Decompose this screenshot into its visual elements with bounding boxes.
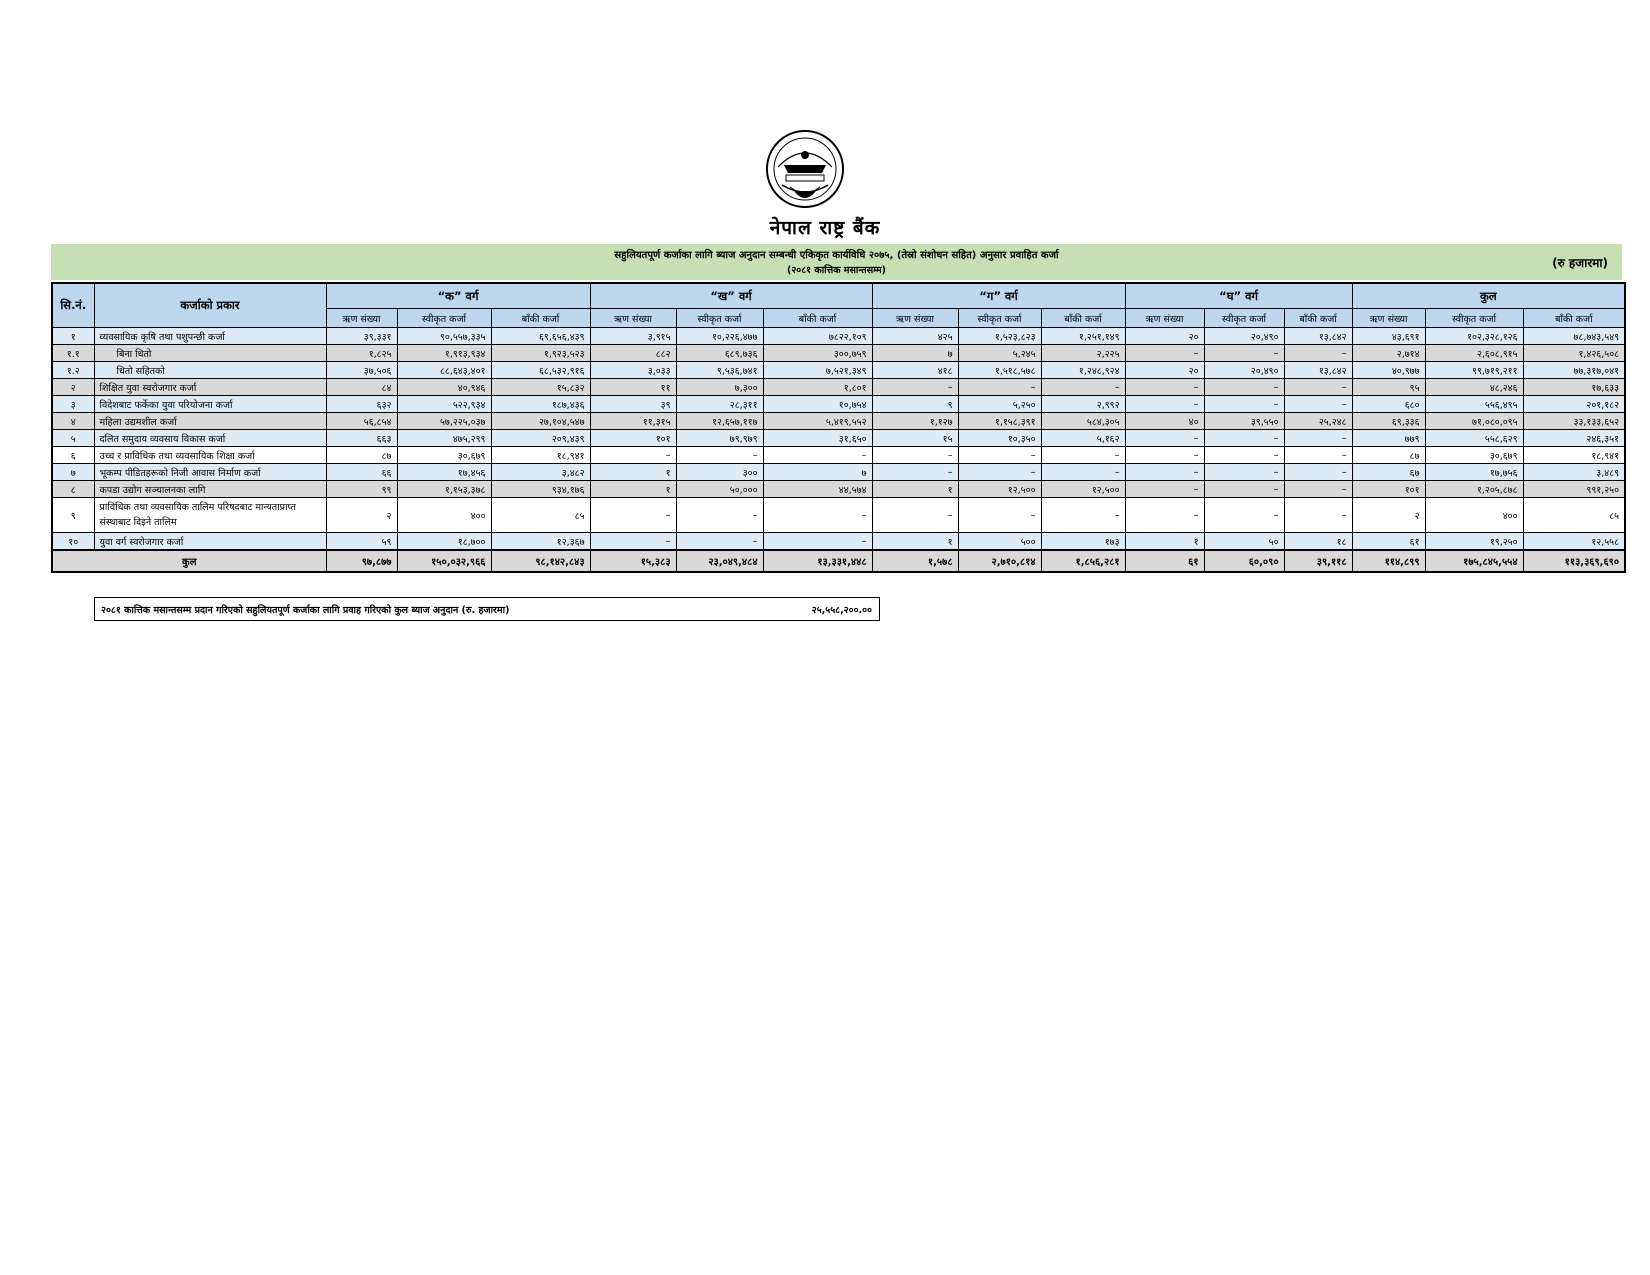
row-sn: १० xyxy=(52,533,94,551)
cell-value: – xyxy=(676,498,763,533)
cell-value: ३९ xyxy=(590,396,676,413)
cell-value: १०२,३२८,१२६ xyxy=(1425,328,1523,345)
cell-value: १,२५१,१४९ xyxy=(1041,328,1125,345)
cell-value: ५०० xyxy=(958,533,1041,551)
sub-header: बाँकी कर्जा xyxy=(1523,309,1625,328)
cell-value: – xyxy=(676,533,763,551)
cell-value: ७८,७४३,५४९ xyxy=(1523,328,1625,345)
cell-value: १,२०५,८७८ xyxy=(1425,481,1523,498)
cell-value: ५७,२२५,०३७ xyxy=(397,413,491,430)
total-value: १५,३८३ xyxy=(590,550,676,572)
table-row xyxy=(52,498,1625,533)
row-sn: ९ xyxy=(52,498,94,533)
cell-value: ४०,९७७ xyxy=(1352,362,1425,379)
cell-value: – xyxy=(1284,379,1352,396)
row-sn: ७ xyxy=(52,464,94,481)
cell-value: – xyxy=(1125,379,1204,396)
cell-value: ७ xyxy=(872,345,958,362)
cell-value: – xyxy=(590,533,676,551)
cell-value: ३९,५५० xyxy=(1204,413,1284,430)
unit-label: (रु हजारमा) xyxy=(1552,256,1608,270)
nrb-logo xyxy=(764,127,846,211)
cell-value: ११,३१५ xyxy=(590,413,676,430)
cell-value: १२,५५८ xyxy=(1523,533,1625,551)
table-row xyxy=(52,362,1625,379)
total-value: ११४,८९९ xyxy=(1352,550,1425,572)
cell-value: ८४ xyxy=(326,379,397,396)
sub-header: स्वीकृत कर्जा xyxy=(676,309,763,328)
cell-value: ४०० xyxy=(1425,498,1523,533)
cell-value: ४८,२४६ xyxy=(1425,379,1523,396)
cell-value: ९ xyxy=(872,396,958,413)
cell-value: – xyxy=(1041,498,1125,533)
table-row xyxy=(52,430,1625,447)
cell-value: – xyxy=(1125,498,1204,533)
sub-header: बाँकी कर्जा xyxy=(1041,309,1125,328)
table-row xyxy=(52,328,1625,345)
cell-value: ८५ xyxy=(491,498,590,533)
cell-value: १,९१३,९३४ xyxy=(397,345,491,362)
cell-value: ६६३ xyxy=(326,430,397,447)
total-value: ११३,३६९,६९० xyxy=(1523,550,1625,572)
cell-value: २५,२४८ xyxy=(1284,413,1352,430)
sub-header: ऋण संख्या xyxy=(326,309,397,328)
cell-value: – xyxy=(1204,447,1284,464)
cell-value: ८८,६४३,४०१ xyxy=(397,362,491,379)
cell-value: – xyxy=(958,447,1041,464)
row-sn: १.२ xyxy=(52,362,94,379)
cell-value: १३,८४२ xyxy=(1284,328,1352,345)
report-title: सहुलियतपूर्ण कर्जाका लागि ब्याज अनुदान सम्बन्धी एकिकृत कार्यविधि २०७५, (तेस्रो संशोधन सहित) अनुसार प्रवाहित कर्जा xyxy=(614,250,1059,261)
cell-value: १ xyxy=(590,464,676,481)
cell-value: ३०० xyxy=(676,464,763,481)
cell-value: ९५ xyxy=(1352,379,1425,396)
cell-value: ७७,३१७,०४१ xyxy=(1523,362,1625,379)
group-header: “क” वर्ग xyxy=(326,283,590,309)
cell-value: ६६ xyxy=(326,464,397,481)
total-label: कुल xyxy=(52,550,326,572)
cell-value: १,४२६,५०८ xyxy=(1523,345,1625,362)
cell-value: – xyxy=(1125,345,1204,362)
cell-value: ७१,०८०,०९५ xyxy=(1425,413,1523,430)
cell-value: ४०,९४६ xyxy=(397,379,491,396)
cell-value: ३३,१३३,६५२ xyxy=(1523,413,1625,430)
total-value: १,५७८ xyxy=(872,550,958,572)
cell-value: १०,३५० xyxy=(958,430,1041,447)
cell-value: – xyxy=(1125,481,1204,498)
cell-value: ६८,५३२,९१६ xyxy=(491,362,590,379)
cell-value: – xyxy=(763,498,872,533)
loan-table xyxy=(51,282,1626,573)
cell-value: १७,७५६ xyxy=(1425,464,1523,481)
cell-value: – xyxy=(1284,481,1352,498)
cell-value: – xyxy=(590,498,676,533)
cell-value: १८ xyxy=(1284,533,1352,551)
total-value: ९८,१४२,८४३ xyxy=(491,550,590,572)
cell-value: – xyxy=(1284,430,1352,447)
cell-value: २०९,४३९ xyxy=(491,430,590,447)
table-row xyxy=(52,464,1625,481)
cell-value: ५५६,४९५ xyxy=(1425,396,1523,413)
cell-value: ३,४८२ xyxy=(491,464,590,481)
table-row xyxy=(52,379,1625,396)
cell-value: ९३४,१७६ xyxy=(491,481,590,498)
cell-value: – xyxy=(872,498,958,533)
summary-label: २०८१ कात्तिक मसान्तसम्म प्रदान गरिएको सहुलियतपूर्ण कर्जाका लागि प्रवाह गरिएको कुल ब्याज अनुदान (रु. हजारमा) xyxy=(101,605,510,616)
cell-value: ६९,६५६,४३९ xyxy=(491,328,590,345)
cell-value: ९९,७१९,२११ xyxy=(1425,362,1523,379)
loan-type-header: कर्जाको प्रकार xyxy=(94,283,326,328)
cell-value: १९,२५० xyxy=(1425,533,1523,551)
cell-value: ६८९,७३६ xyxy=(676,345,763,362)
cell-value: ५५८,६२९ xyxy=(1425,430,1523,447)
cell-value: – xyxy=(1125,447,1204,464)
cell-value: ६१ xyxy=(1352,533,1425,551)
table-row xyxy=(52,345,1625,362)
row-loan-type: युवा वर्ग स्वरोजगार कर्जा xyxy=(94,533,326,551)
cell-value: ४३,६९१ xyxy=(1352,328,1425,345)
cell-value: १५ xyxy=(872,430,958,447)
row-loan-type: भूकम्प पीडितहरूको निजी आवास निर्माण कर्जा xyxy=(94,464,326,481)
cell-value: – xyxy=(958,464,1041,481)
cell-value: १७,६३३ xyxy=(1523,379,1625,396)
cell-value: ५,४१९,५५२ xyxy=(763,413,872,430)
cell-value: – xyxy=(1284,396,1352,413)
cell-value: १ xyxy=(872,533,958,551)
sub-header: ऋण संख्या xyxy=(872,309,958,328)
cell-value: – xyxy=(763,533,872,551)
cell-value: ६८० xyxy=(1352,396,1425,413)
subsidy-summary xyxy=(94,597,880,621)
cell-value: ३,४८९ xyxy=(1523,464,1625,481)
total-value: २३,०४९,४८४ xyxy=(676,550,763,572)
cell-value: ५० xyxy=(1204,533,1284,551)
cell-value: – xyxy=(872,379,958,396)
cell-value: १०,७५४ xyxy=(763,396,872,413)
cell-value: ४०० xyxy=(397,498,491,533)
cell-value: २७,१०४,५४७ xyxy=(491,413,590,430)
cell-value: १८,७०० xyxy=(397,533,491,551)
total-value: ३९,११८ xyxy=(1284,550,1352,572)
cell-value: – xyxy=(1284,447,1352,464)
cell-value: १,१५८,३९१ xyxy=(958,413,1041,430)
cell-value: – xyxy=(676,447,763,464)
cell-value: – xyxy=(590,447,676,464)
cell-value: २,६०८,९१५ xyxy=(1425,345,1523,362)
total-value: १,८५६,२८१ xyxy=(1041,550,1125,572)
cell-value: १,१२७ xyxy=(872,413,958,430)
row-sn: ५ xyxy=(52,430,94,447)
cell-value: १५,८३२ xyxy=(491,379,590,396)
cell-value: १७,४५६ xyxy=(397,464,491,481)
cell-value: ३,९१५ xyxy=(590,328,676,345)
cell-value: – xyxy=(1125,464,1204,481)
sub-header: बाँकी कर्जा xyxy=(763,309,872,328)
cell-value: १ xyxy=(872,481,958,498)
cell-value: – xyxy=(1041,379,1125,396)
cell-value: ६७ xyxy=(1352,464,1425,481)
cell-value: – xyxy=(1284,498,1352,533)
cell-value: १,८०१ xyxy=(763,379,872,396)
cell-value: ३७,५०६ xyxy=(326,362,397,379)
cell-value: २०,४९० xyxy=(1204,328,1284,345)
cell-value: – xyxy=(763,447,872,464)
row-sn: ३ xyxy=(52,396,94,413)
row-sn: ४ xyxy=(52,413,94,430)
cell-value: ८५ xyxy=(1523,498,1625,533)
cell-value: ८८२ xyxy=(590,345,676,362)
cell-value: १७३ xyxy=(1041,533,1125,551)
cell-value: ३,०३३ xyxy=(590,362,676,379)
cell-value: – xyxy=(1204,396,1284,413)
sub-header: ऋण संख्या xyxy=(1125,309,1204,328)
cell-value: – xyxy=(1204,481,1284,498)
cell-value: ३९,३३१ xyxy=(326,328,397,345)
cell-value: ९९१,२५० xyxy=(1523,481,1625,498)
row-loan-type: धितो सहितको xyxy=(94,362,326,379)
total-row xyxy=(52,550,1625,572)
cell-value: – xyxy=(958,498,1041,533)
cell-value: १८,९४१ xyxy=(491,447,590,464)
row-loan-type: शिक्षित युवा स्वरोजगार कर्जा xyxy=(94,379,326,396)
cell-value: १२,५०० xyxy=(1041,481,1125,498)
cell-value: १८,९४१ xyxy=(1523,447,1625,464)
cell-value: ७,३०० xyxy=(676,379,763,396)
cell-value: – xyxy=(872,464,958,481)
group-header-row xyxy=(52,283,1625,309)
total-value: १३,३३१,४४८ xyxy=(763,550,872,572)
cell-value: १०,२२६,४७७ xyxy=(676,328,763,345)
cell-value: ६३२ xyxy=(326,396,397,413)
cell-value: ५०,००० xyxy=(676,481,763,498)
sn-header: सि.नं. xyxy=(52,283,94,328)
cell-value: – xyxy=(1204,498,1284,533)
cell-value: – xyxy=(958,379,1041,396)
cell-value: ६९,३३६ xyxy=(1352,413,1425,430)
cell-value: १२,३६७ xyxy=(491,533,590,551)
cell-value: – xyxy=(1284,345,1352,362)
total-value: ६०,०९० xyxy=(1204,550,1284,572)
cell-value: – xyxy=(872,447,958,464)
cell-value: १,२४८,९२४ xyxy=(1041,362,1125,379)
table-row xyxy=(52,413,1625,430)
cell-value: ३००,७५९ xyxy=(763,345,872,362)
cell-value: १३,८४२ xyxy=(1284,362,1352,379)
cell-value: ५६,८५४ xyxy=(326,413,397,430)
report-banner xyxy=(51,244,1622,280)
sub-header: स्वीकृत कर्जा xyxy=(1425,309,1523,328)
row-sn: १ xyxy=(52,328,94,345)
cell-value: ३१,६५० xyxy=(763,430,872,447)
cell-value: ५,२४५ xyxy=(958,345,1041,362)
cell-value: १,८२५ xyxy=(326,345,397,362)
cell-value: – xyxy=(1204,379,1284,396)
cell-value: – xyxy=(1204,464,1284,481)
cell-value: ४२५ xyxy=(872,328,958,345)
row-loan-type: व्यवसायिक कृषि तथा पशुपन्छी कर्जा xyxy=(94,328,326,345)
total-value: १५०,०३२,९६६ xyxy=(397,550,491,572)
total-value: ६१ xyxy=(1125,550,1204,572)
group-header: “घ” वर्ग xyxy=(1125,283,1352,309)
row-loan-type: बिना धितो xyxy=(94,345,326,362)
cell-value: ५,१६२ xyxy=(1041,430,1125,447)
row-loan-type: महिला उद्यमशील कर्जा xyxy=(94,413,326,430)
cell-value: १,१५३,३७८ xyxy=(397,481,491,498)
cell-value: २,२२५ xyxy=(1041,345,1125,362)
row-sn: ६ xyxy=(52,447,94,464)
cell-value: ३०,६७९ xyxy=(1425,447,1523,464)
cell-value: ९,५३६,७४१ xyxy=(676,362,763,379)
cell-value: – xyxy=(1284,464,1352,481)
cell-value: १,५२३,८२३ xyxy=(958,328,1041,345)
sub-header: स्वीकृत कर्जा xyxy=(958,309,1041,328)
total-value: २,७१०,८१४ xyxy=(958,550,1041,572)
table-row xyxy=(52,396,1625,413)
table-row xyxy=(52,481,1625,498)
cell-value: ८७ xyxy=(326,447,397,464)
cell-value: ४४,५७४ xyxy=(763,481,872,498)
row-loan-type: दलित समुदाय व्यवसाय विकास कर्जा xyxy=(94,430,326,447)
total-value: ९७,८७७ xyxy=(326,550,397,572)
group-header: “ख” वर्ग xyxy=(590,283,872,309)
cell-value: २० xyxy=(1125,362,1204,379)
row-sn: १.१ xyxy=(52,345,94,362)
cell-value: ११ xyxy=(590,379,676,396)
cell-value: – xyxy=(1041,464,1125,481)
cell-value: २० xyxy=(1125,328,1204,345)
cell-value: १२,६५७,११७ xyxy=(676,413,763,430)
cell-value: ५२२,९३४ xyxy=(397,396,491,413)
row-loan-type: विदेशबाट फर्केका युवा परियोजना कर्जा xyxy=(94,396,326,413)
cell-value: २ xyxy=(1352,498,1425,533)
row-loan-type: कपडा उद्योग सञ्चालनका लागि xyxy=(94,481,326,498)
bank-name: नेपाल राष्ट्र बैंक xyxy=(769,217,881,239)
group-header: कुल xyxy=(1352,283,1625,309)
cell-value: १,९२३,५२३ xyxy=(491,345,590,362)
cell-value: ७७९ xyxy=(1352,430,1425,447)
cell-value: – xyxy=(1204,430,1284,447)
sub-header: बाँकी कर्जा xyxy=(491,309,590,328)
table-row xyxy=(52,533,1625,551)
table-row xyxy=(52,447,1625,464)
cell-value: १ xyxy=(1125,533,1204,551)
cell-value: ९९ xyxy=(326,481,397,498)
sub-header: बाँकी कर्जा xyxy=(1284,309,1352,328)
cell-value: १०१ xyxy=(590,430,676,447)
report-period: (२०८१ कात्तिक मसान्तसम्म) xyxy=(787,265,886,276)
cell-value: ७९,९७९ xyxy=(676,430,763,447)
cell-value: ७ xyxy=(763,464,872,481)
summary-value: २५,५५८,२००.०० xyxy=(811,605,872,616)
cell-value: – xyxy=(1125,396,1204,413)
row-loan-type: प्राविधिक तथा व्यवसायिक तालिम परिषदबाट मान्यताप्राप्त संस्थाबाट दिइने तालिम xyxy=(94,498,326,533)
sub-header: ऋण संख्या xyxy=(590,309,676,328)
sub-header: स्वीकृत कर्जा xyxy=(397,309,491,328)
cell-value: ७८२२,१०९ xyxy=(763,328,872,345)
cell-value: – xyxy=(1041,447,1125,464)
cell-value: ७,५२१,३४९ xyxy=(763,362,872,379)
total-value: १७५,८४५,५५४ xyxy=(1425,550,1523,572)
cell-value: २,७१४ xyxy=(1352,345,1425,362)
cell-value: २०,४९० xyxy=(1204,362,1284,379)
row-loan-type: उच्च र प्राविधिक तथा व्यवसायिक शिक्षा कर्जा xyxy=(94,447,326,464)
cell-value: ९०,५५७,३३५ xyxy=(397,328,491,345)
cell-value: २८,३११ xyxy=(676,396,763,413)
cell-value: २०१,१८२ xyxy=(1523,396,1625,413)
cell-value: १८७,४३६ xyxy=(491,396,590,413)
row-sn: ८ xyxy=(52,481,94,498)
row-sn: २ xyxy=(52,379,94,396)
cell-value: ४१८ xyxy=(872,362,958,379)
group-header: “ग” वर्ग xyxy=(872,283,1125,309)
cell-value: १२,५०० xyxy=(958,481,1041,498)
cell-value: – xyxy=(1125,430,1204,447)
cell-value: २ xyxy=(326,498,397,533)
cell-value: १०१ xyxy=(1352,481,1425,498)
cell-value: – xyxy=(1204,345,1284,362)
cell-value: २,९९२ xyxy=(1041,396,1125,413)
sub-header: स्वीकृत कर्जा xyxy=(1204,309,1284,328)
cell-value: ४७५,२९९ xyxy=(397,430,491,447)
cell-value: ३०,६७९ xyxy=(397,447,491,464)
cell-value: ४० xyxy=(1125,413,1204,430)
cell-value: ५८४,३०५ xyxy=(1041,413,1125,430)
sub-header: ऋण संख्या xyxy=(1352,309,1425,328)
cell-value: ५९ xyxy=(326,533,397,551)
cell-value: ८७ xyxy=(1352,447,1425,464)
cell-value: १ xyxy=(590,481,676,498)
cell-value: २४६,३५१ xyxy=(1523,430,1625,447)
cell-value: ५,२५० xyxy=(958,396,1041,413)
cell-value: १,५१८,५७८ xyxy=(958,362,1041,379)
